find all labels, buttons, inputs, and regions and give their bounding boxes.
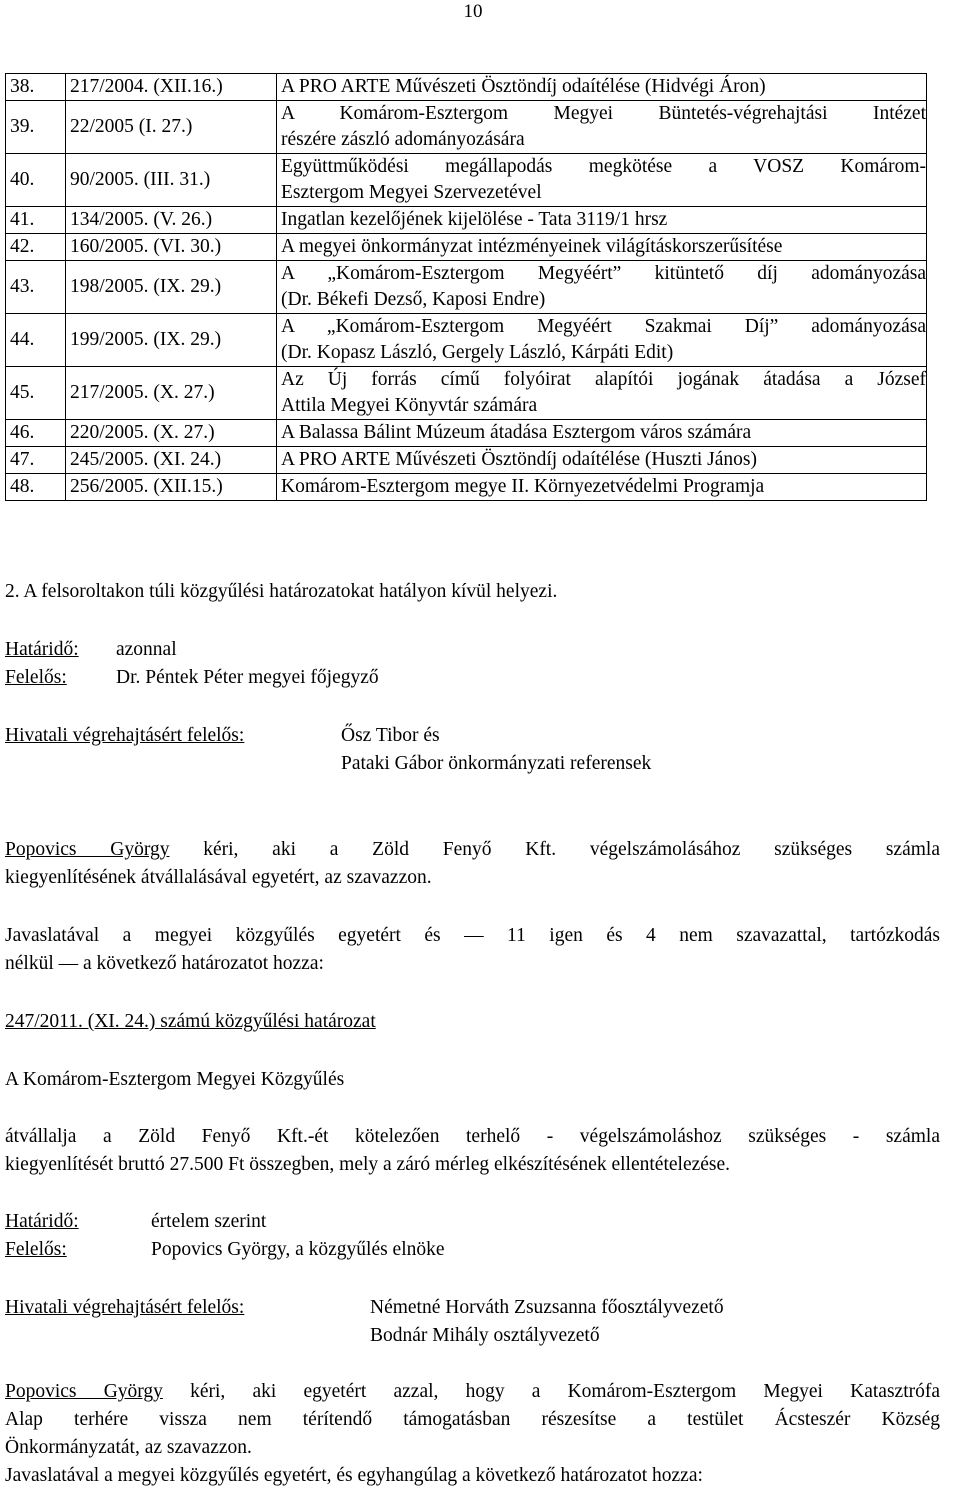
paragraph-text: Önkormányzatát, az szavazzon. bbox=[5, 1437, 252, 1458]
responsible-value: Dr. Péntek Péter megyei főjegyző bbox=[116, 667, 379, 688]
deadline-value: értelem szerint bbox=[151, 1211, 267, 1232]
resolution-reference: 90/2005. (III. 31.) bbox=[66, 154, 277, 207]
deadline-value: azonnal bbox=[116, 639, 177, 660]
subject-line: A PRO ARTE Művészeti Ösztöndíj odaítélése (Hidvégi Áron) bbox=[281, 76, 766, 97]
row-number: 47. bbox=[6, 447, 66, 474]
table-row bbox=[6, 261, 927, 314]
office-responsible-value-2: Bodnár Mihály osztályvezető bbox=[370, 1325, 600, 1346]
table-row bbox=[6, 367, 927, 420]
subject-line: Együttműködési megállapodás megkötése a VOSZ Komárom- bbox=[281, 156, 926, 177]
resolution-reference: 199/2005. (IX. 29.) bbox=[66, 314, 277, 367]
resolution-subject bbox=[277, 234, 927, 261]
table-row bbox=[6, 447, 927, 474]
paragraph-text: kéri, aki egyetért azzal, hogy a Komárom-Esztergom Megyei Katasztrófa bbox=[162, 1381, 940, 1402]
deadline-label: Határidő: bbox=[5, 639, 79, 660]
resolution-reference: 217/2005. (X. 27.) bbox=[66, 367, 277, 420]
paragraph-request-2 bbox=[5, 1378, 940, 1462]
office-responsible-label: Hivatali végrehajtásért felelős: bbox=[5, 1297, 245, 1318]
paragraph-resolution-text bbox=[5, 1123, 940, 1179]
paragraph-text: kéri, aki a Zöld Fenyő Kft. végelszámolásához szükséges számla bbox=[169, 839, 940, 860]
resolution-subject bbox=[277, 420, 927, 447]
resolutions-table bbox=[5, 73, 927, 501]
office-responsible-label: Hivatali végrehajtásért felelős: bbox=[5, 725, 245, 746]
assembly-name: A Komárom-Esztergom Megyei Közgyűlés bbox=[5, 1069, 345, 1090]
subject-line: Ingatlan kezelőjének kijelölése - Tata 3119/1 hrsz bbox=[281, 209, 668, 230]
responsible-label: Felelős: bbox=[5, 1239, 67, 1260]
responsible-value: Popovics György, a közgyűlés elnöke bbox=[151, 1239, 445, 1260]
table-row bbox=[6, 234, 927, 261]
row-number: 38. bbox=[6, 74, 66, 101]
paragraph-text: Alap terhére vissza nem térítendő támogatásban részesítse a testület Ácsteszér Község bbox=[5, 1409, 940, 1430]
page-number: 10 bbox=[463, 1, 483, 22]
subject-line: A PRO ARTE Művészeti Ösztöndíj odaítélése (Huszti János) bbox=[281, 449, 757, 470]
table-row bbox=[6, 101, 927, 154]
resolution-reference: 160/2005. (VI. 30.) bbox=[66, 234, 277, 261]
office-responsible-value-1: Ősz Tibor és bbox=[341, 725, 440, 746]
row-number: 43. bbox=[6, 261, 66, 314]
table-row bbox=[6, 314, 927, 367]
resolution-subject bbox=[277, 314, 927, 367]
resolution-subject bbox=[277, 367, 927, 420]
subject-line: Attila Megyei Könyvtár számára bbox=[281, 395, 538, 416]
resolution-reference: 220/2005. (X. 27.) bbox=[66, 420, 277, 447]
paragraph-vote-1 bbox=[5, 922, 940, 978]
resolution-subject bbox=[277, 261, 927, 314]
subject-line: Az Új forrás című folyóirat alapítói jogának átadása a József bbox=[281, 369, 926, 390]
resolution-subject bbox=[277, 474, 927, 501]
resolution-subject bbox=[277, 101, 927, 154]
name-highlight: Popovics György bbox=[5, 839, 170, 860]
paragraph-request-1 bbox=[5, 836, 940, 892]
resolution-title: 247/2011. (XI. 24.) számú közgyűlési határozat bbox=[5, 1011, 376, 1032]
row-number: 48. bbox=[6, 474, 66, 501]
resolution-subject bbox=[277, 207, 927, 234]
row-number: 39. bbox=[6, 101, 66, 154]
subject-line: A Komárom-Esztergom Megyei Büntetés-végrehajtási Intézet bbox=[281, 103, 926, 124]
resolution-reference: 245/2005. (XI. 24.) bbox=[66, 447, 277, 474]
paragraph-text: nélkül — a következő határozatot hozza: bbox=[5, 953, 324, 974]
subject-line: Esztergom Megyei Szervezetével bbox=[281, 182, 542, 203]
paragraph-text: átvállalja a Zöld Fenyő Kft.-ét kötelezően terhelő - végelszámoláshoz szükséges - számla bbox=[5, 1126, 940, 1147]
subject-line: A Balassa Bálint Múzeum átadása Esztergom város számára bbox=[281, 422, 752, 443]
resolution-subject bbox=[277, 154, 927, 207]
subject-line: részére zászló adományozására bbox=[281, 129, 525, 150]
deadline-label: Határidő: bbox=[5, 1211, 79, 1232]
row-number: 44. bbox=[6, 314, 66, 367]
resolution-reference: 22/2005 (I. 27.) bbox=[66, 101, 277, 154]
row-number: 41. bbox=[6, 207, 66, 234]
office-responsible-value-1: Németné Horváth Zsuzsanna főosztályvezető bbox=[370, 1297, 724, 1318]
table-row bbox=[6, 420, 927, 447]
name-highlight: Popovics György bbox=[5, 1381, 163, 1402]
table-row bbox=[6, 74, 927, 101]
paragraph-vote-2: Javaslatával a megyei közgyűlés egyetért, és egyhangúlag a következő határozatot hozza: bbox=[5, 1465, 703, 1486]
paragraph-text: kiegyenlítését bruttó 27.500 Ft összegben, mely a záró mérleg elkészítésének ellentételezése. bbox=[5, 1154, 731, 1175]
subject-line: (Dr. Kopasz László, Gergely László, Kárpáti Edit) bbox=[281, 342, 674, 363]
subject-line: A „Komárom-Esztergom Megyéért Szakmai Díj” adományozása bbox=[281, 316, 926, 337]
resolution-reference: 217/2004. (XII.16.) bbox=[66, 74, 277, 101]
paragraph-text: kiegyenlítésének átvállalásával egyetért, az szavazzon. bbox=[5, 867, 432, 888]
resolution-reference: 198/2005. (IX. 29.) bbox=[66, 261, 277, 314]
subject-line: (Dr. Békefi Dezső, Kaposi Endre) bbox=[281, 289, 546, 310]
subject-line: Komárom-Esztergom megye II. Környezetvédelmi Programja bbox=[281, 476, 765, 497]
section-2: 2. A felsoroltakon túli közgyűlési határozatokat hatályon kívül helyezi. bbox=[5, 581, 558, 602]
row-number: 40. bbox=[6, 154, 66, 207]
row-number: 46. bbox=[6, 420, 66, 447]
table-row bbox=[6, 154, 927, 207]
paragraph-text: Javaslatával a megyei közgyűlés egyetért és — 11 igen és 4 nem szavazattal, tartózkodás bbox=[5, 925, 940, 946]
resolution-subject bbox=[277, 74, 927, 101]
resolution-reference: 134/2005. (V. 26.) bbox=[66, 207, 277, 234]
row-number: 42. bbox=[6, 234, 66, 261]
table-row bbox=[6, 474, 927, 501]
subject-line: A megyei önkormányzat intézményeinek világításkorszerűsítése bbox=[281, 236, 783, 257]
office-responsible-value-2: Pataki Gábor önkormányzati referensek bbox=[341, 753, 652, 774]
row-number: 45. bbox=[6, 367, 66, 420]
table-row bbox=[6, 207, 927, 234]
subject-line: A „Komárom-Esztergom Megyéért” kitüntető díj adományozása bbox=[281, 263, 926, 284]
responsible-label: Felelős: bbox=[5, 667, 67, 688]
resolution-subject bbox=[277, 447, 927, 474]
resolution-reference: 256/2005. (XII.15.) bbox=[66, 474, 277, 501]
